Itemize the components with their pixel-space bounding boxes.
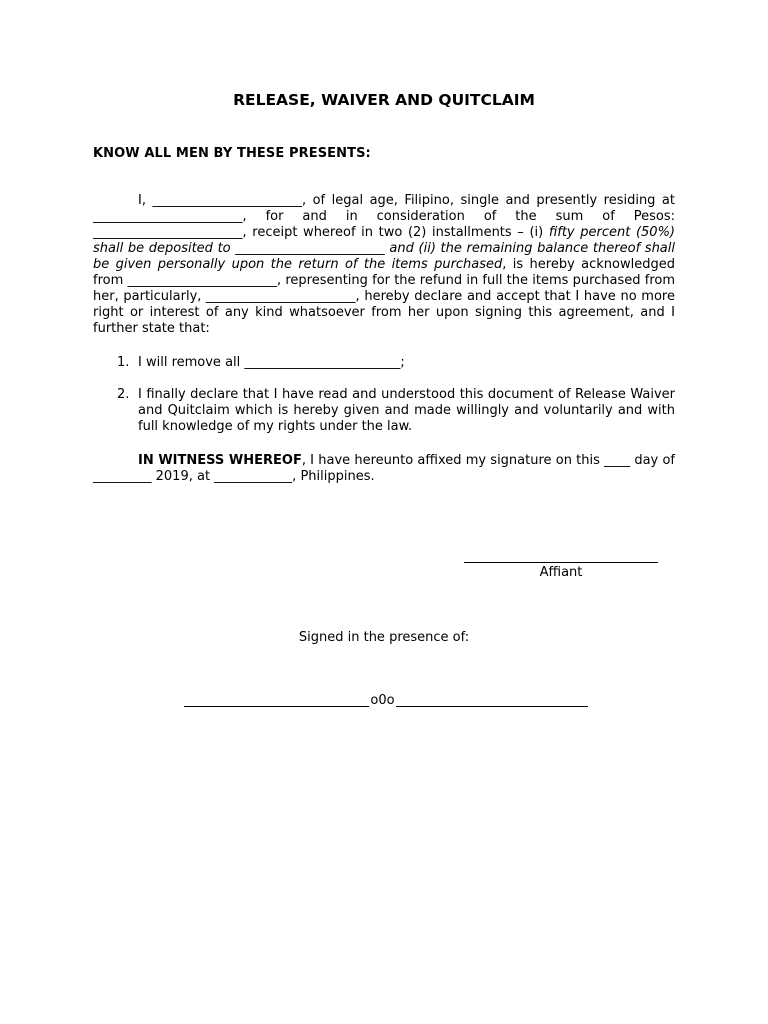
closing-divider bbox=[184, 693, 588, 709]
signature-line bbox=[464, 562, 658, 563]
closing-mark: o0o bbox=[370, 693, 395, 708]
list-number: 1. bbox=[117, 355, 130, 370]
document-title: RELEASE, WAIVER AND QUITCLAIM bbox=[233, 91, 535, 109]
affiant-label: Affiant bbox=[539, 565, 583, 580]
main-paragraph bbox=[93, 193, 675, 337]
closing-line-left bbox=[184, 706, 369, 707]
paragraph-part-1: I, _______________________, of legal age, Filipino, single and presently residing at _______________________, for and in consideration of the sum of Pesos: _______________________, receipt whereof in two (2) installments – (i) bbox=[93, 193, 675, 240]
declaration-list bbox=[93, 355, 675, 451]
paragraph-part-italic: fifty percent (50%) shall be deposited to _______________________ and (ii) the remaining balance thereof shall be given personally upon the return of the items purchased bbox=[93, 225, 675, 272]
intro-heading: KNOW ALL MEN BY THESE PRESENTS: bbox=[93, 146, 371, 161]
witness-text: , I have hereunto affixed my signature on this ____ day of _________ 2019, at ____________, Philippines. bbox=[93, 453, 676, 484]
list-text: I will remove all ________________________; bbox=[138, 355, 405, 370]
list-item bbox=[93, 387, 675, 435]
list-item bbox=[93, 355, 675, 371]
presence-text: Signed in the presence of: bbox=[298, 630, 470, 645]
closing-line-right bbox=[396, 706, 588, 707]
witness-paragraph bbox=[93, 453, 675, 485]
witness-heading: IN WITNESS WHEREOF bbox=[138, 453, 302, 468]
paragraph-part-3: , is hereby acknowledged from _______________________, representing for the refund in full the items purchased from her, particularly, _______________________, hereby declare and accept that I have no more right or interest of any kind whatsoever from her upon signing this agreement, and I further state that: bbox=[93, 257, 675, 336]
list-text: I finally declare that I have read and understood this document of Release Waiver and Quitclaim which is hereby given and made willingly and voluntarily and with full knowledge of my rights under the law. bbox=[138, 387, 675, 434]
list-number: 2. bbox=[117, 387, 130, 402]
